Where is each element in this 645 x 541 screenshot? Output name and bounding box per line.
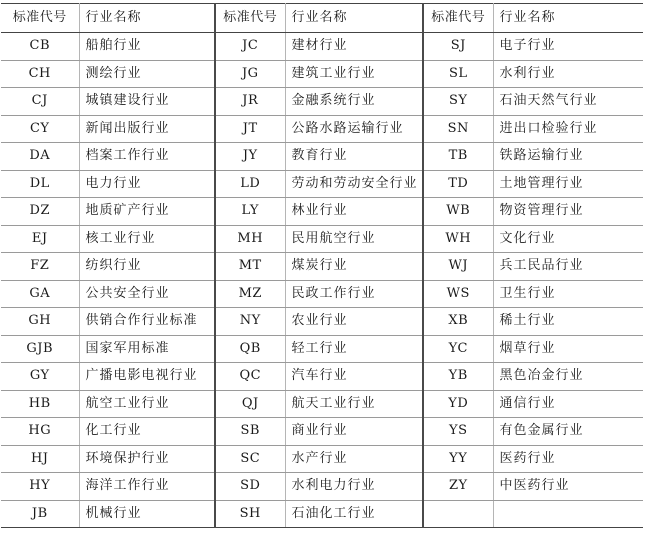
standard-code-cell: LY [215,198,285,226]
table-row [1,363,643,391]
industry-name-cell: 广播电影电视行业 [79,363,215,391]
standard-code-cell: HY [1,473,79,501]
industry-name-cell: 烟草行业 [493,335,643,363]
standard-code-cell: DA [1,143,79,171]
industry-name-cell: 化工行业 [79,418,215,446]
standard-code-cell: TB [423,143,493,171]
industry-name-cell: 物资管理行业 [493,198,643,226]
industry-standard-code-table [1,3,643,528]
industry-name-cell: 卫生行业 [493,280,643,308]
industry-name-cell: 供销合作行业标准 [79,308,215,336]
industry-name-cell: 石油天然气行业 [493,88,643,116]
standard-code-cell: CJ [1,88,79,116]
table-row [1,390,643,418]
industry-name-cell: 中医药行业 [493,473,643,501]
standard-code-cell: MZ [215,280,285,308]
standard-code-cell: HB [1,390,79,418]
standard-code-cell: JC [215,33,285,61]
industry-name-cell: 建筑工业行业 [285,60,423,88]
industry-name-cell: 民用航空行业 [285,225,423,253]
industry-name-cell: 水利行业 [493,60,643,88]
industry-name-cell: 船舶行业 [79,33,215,61]
industry-name-cell: 建材行业 [285,33,423,61]
standard-code-cell: DZ [1,198,79,226]
industry-name-cell: 进出口检验行业 [493,115,643,143]
standard-code-cell: EJ [1,225,79,253]
standard-code-cell: QB [215,335,285,363]
table-row [1,253,643,281]
industry-name-cell: 汽车行业 [285,363,423,391]
industry-name-cell: 核工业行业 [79,225,215,253]
header-name-3: 行业名称 [493,4,643,33]
industry-name-cell [493,500,643,528]
header-name-2: 行业名称 [285,4,423,33]
industry-name-cell: 商业行业 [285,418,423,446]
industry-name-cell: 水利电力行业 [285,473,423,501]
industry-name-cell: 稀土行业 [493,308,643,336]
table-row [1,308,643,336]
standard-code-cell: QC [215,363,285,391]
industry-name-cell: 档案工作行业 [79,143,215,171]
standard-code-cell: YY [423,445,493,473]
industry-name-cell: 林业行业 [285,198,423,226]
table-row [1,225,643,253]
table-row [1,143,643,171]
industry-name-cell: 文化行业 [493,225,643,253]
standard-code-cell: SY [423,88,493,116]
industry-name-cell: 金融系统行业 [285,88,423,116]
table-row [1,418,643,446]
table-row [1,445,643,473]
standard-code-cell: XB [423,308,493,336]
table-row [1,88,643,116]
standard-code-cell: SJ [423,33,493,61]
standard-code-cell: QJ [215,390,285,418]
table-row [1,500,643,528]
standard-code-cell: MT [215,253,285,281]
standard-code-cell: NY [215,308,285,336]
standard-code-cell: DL [1,170,79,198]
standard-code-cell: WH [423,225,493,253]
industry-name-cell: 轻工行业 [285,335,423,363]
standard-code-cell: HG [1,418,79,446]
standard-code-cell: SL [423,60,493,88]
industry-name-cell: 城镇建设行业 [79,88,215,116]
industry-name-cell: 铁路运输行业 [493,143,643,171]
standard-code-cell: CY [1,115,79,143]
standard-code-cell: YC [423,335,493,363]
standard-code-cell: GY [1,363,79,391]
standard-code-cell: JT [215,115,285,143]
industry-name-cell: 黑色冶金行业 [493,363,643,391]
industry-name-cell: 医药行业 [493,445,643,473]
standard-code-cell: GA [1,280,79,308]
standard-code-cell: ZY [423,473,493,501]
standard-code-cell: YB [423,363,493,391]
industry-name-cell: 电力行业 [79,170,215,198]
industry-name-cell: 教育行业 [285,143,423,171]
industry-name-cell: 煤炭行业 [285,253,423,281]
industry-name-cell: 航空工业行业 [79,390,215,418]
header-name-1: 行业名称 [79,4,215,33]
standard-code-cell: WB [423,198,493,226]
industry-name-cell: 测绘行业 [79,60,215,88]
header-code-2: 标准代号 [215,4,285,33]
standard-code-cell: MH [215,225,285,253]
standard-code-cell: SC [215,445,285,473]
industry-name-cell: 劳动和劳动安全行业 [285,170,423,198]
standard-code-cell: CH [1,60,79,88]
standard-code-cell: SD [215,473,285,501]
standard-code-cell: GJB [1,335,79,363]
table-row [1,33,643,61]
industry-name-cell: 环境保护行业 [79,445,215,473]
industry-name-cell: 公共安全行业 [79,280,215,308]
table-row [1,473,643,501]
table-row [1,60,643,88]
header-code-1: 标准代号 [1,4,79,33]
industry-name-cell: 水产行业 [285,445,423,473]
industry-name-cell: 农业行业 [285,308,423,336]
standard-code-cell: LD [215,170,285,198]
standard-code-cell: TD [423,170,493,198]
industry-name-cell: 民政工作行业 [285,280,423,308]
standard-code-cell: JB [1,500,79,528]
standard-code-cell: SH [215,500,285,528]
standard-code-cell: GH [1,308,79,336]
industry-name-cell: 机械行业 [79,500,215,528]
industry-name-cell: 土地管理行业 [493,170,643,198]
standard-code-cell: WS [423,280,493,308]
industry-name-cell: 国家军用标准 [79,335,215,363]
standard-code-cell: YD [423,390,493,418]
industry-name-cell: 海洋工作行业 [79,473,215,501]
industry-name-cell: 有色金属行业 [493,418,643,446]
standard-code-cell: SB [215,418,285,446]
standard-code-cell: YS [423,418,493,446]
table-row [1,115,643,143]
standard-code-cell: SN [423,115,493,143]
industry-name-cell: 纺织行业 [79,253,215,281]
standard-code-cell: FZ [1,253,79,281]
industry-name-cell: 兵工民品行业 [493,253,643,281]
industry-name-cell: 新闻出版行业 [79,115,215,143]
standard-code-cell: JG [215,60,285,88]
standard-code-cell: CB [1,33,79,61]
table-body [1,33,643,528]
header-code-3: 标准代号 [423,4,493,33]
industry-name-cell: 地质矿产行业 [79,198,215,226]
industry-name-cell: 石油化工行业 [285,500,423,528]
industry-name-cell: 电子行业 [493,33,643,61]
industry-name-cell: 公路水路运输行业 [285,115,423,143]
table-row [1,335,643,363]
standard-code-cell: WJ [423,253,493,281]
table-row [1,280,643,308]
table-row [1,198,643,226]
table-row [1,170,643,198]
industry-name-cell: 通信行业 [493,390,643,418]
standard-code-cell: HJ [1,445,79,473]
standard-code-cell: JR [215,88,285,116]
header-row [1,4,643,33]
industry-name-cell: 航天工业行业 [285,390,423,418]
standard-code-cell [423,500,493,528]
standard-code-cell: JY [215,143,285,171]
